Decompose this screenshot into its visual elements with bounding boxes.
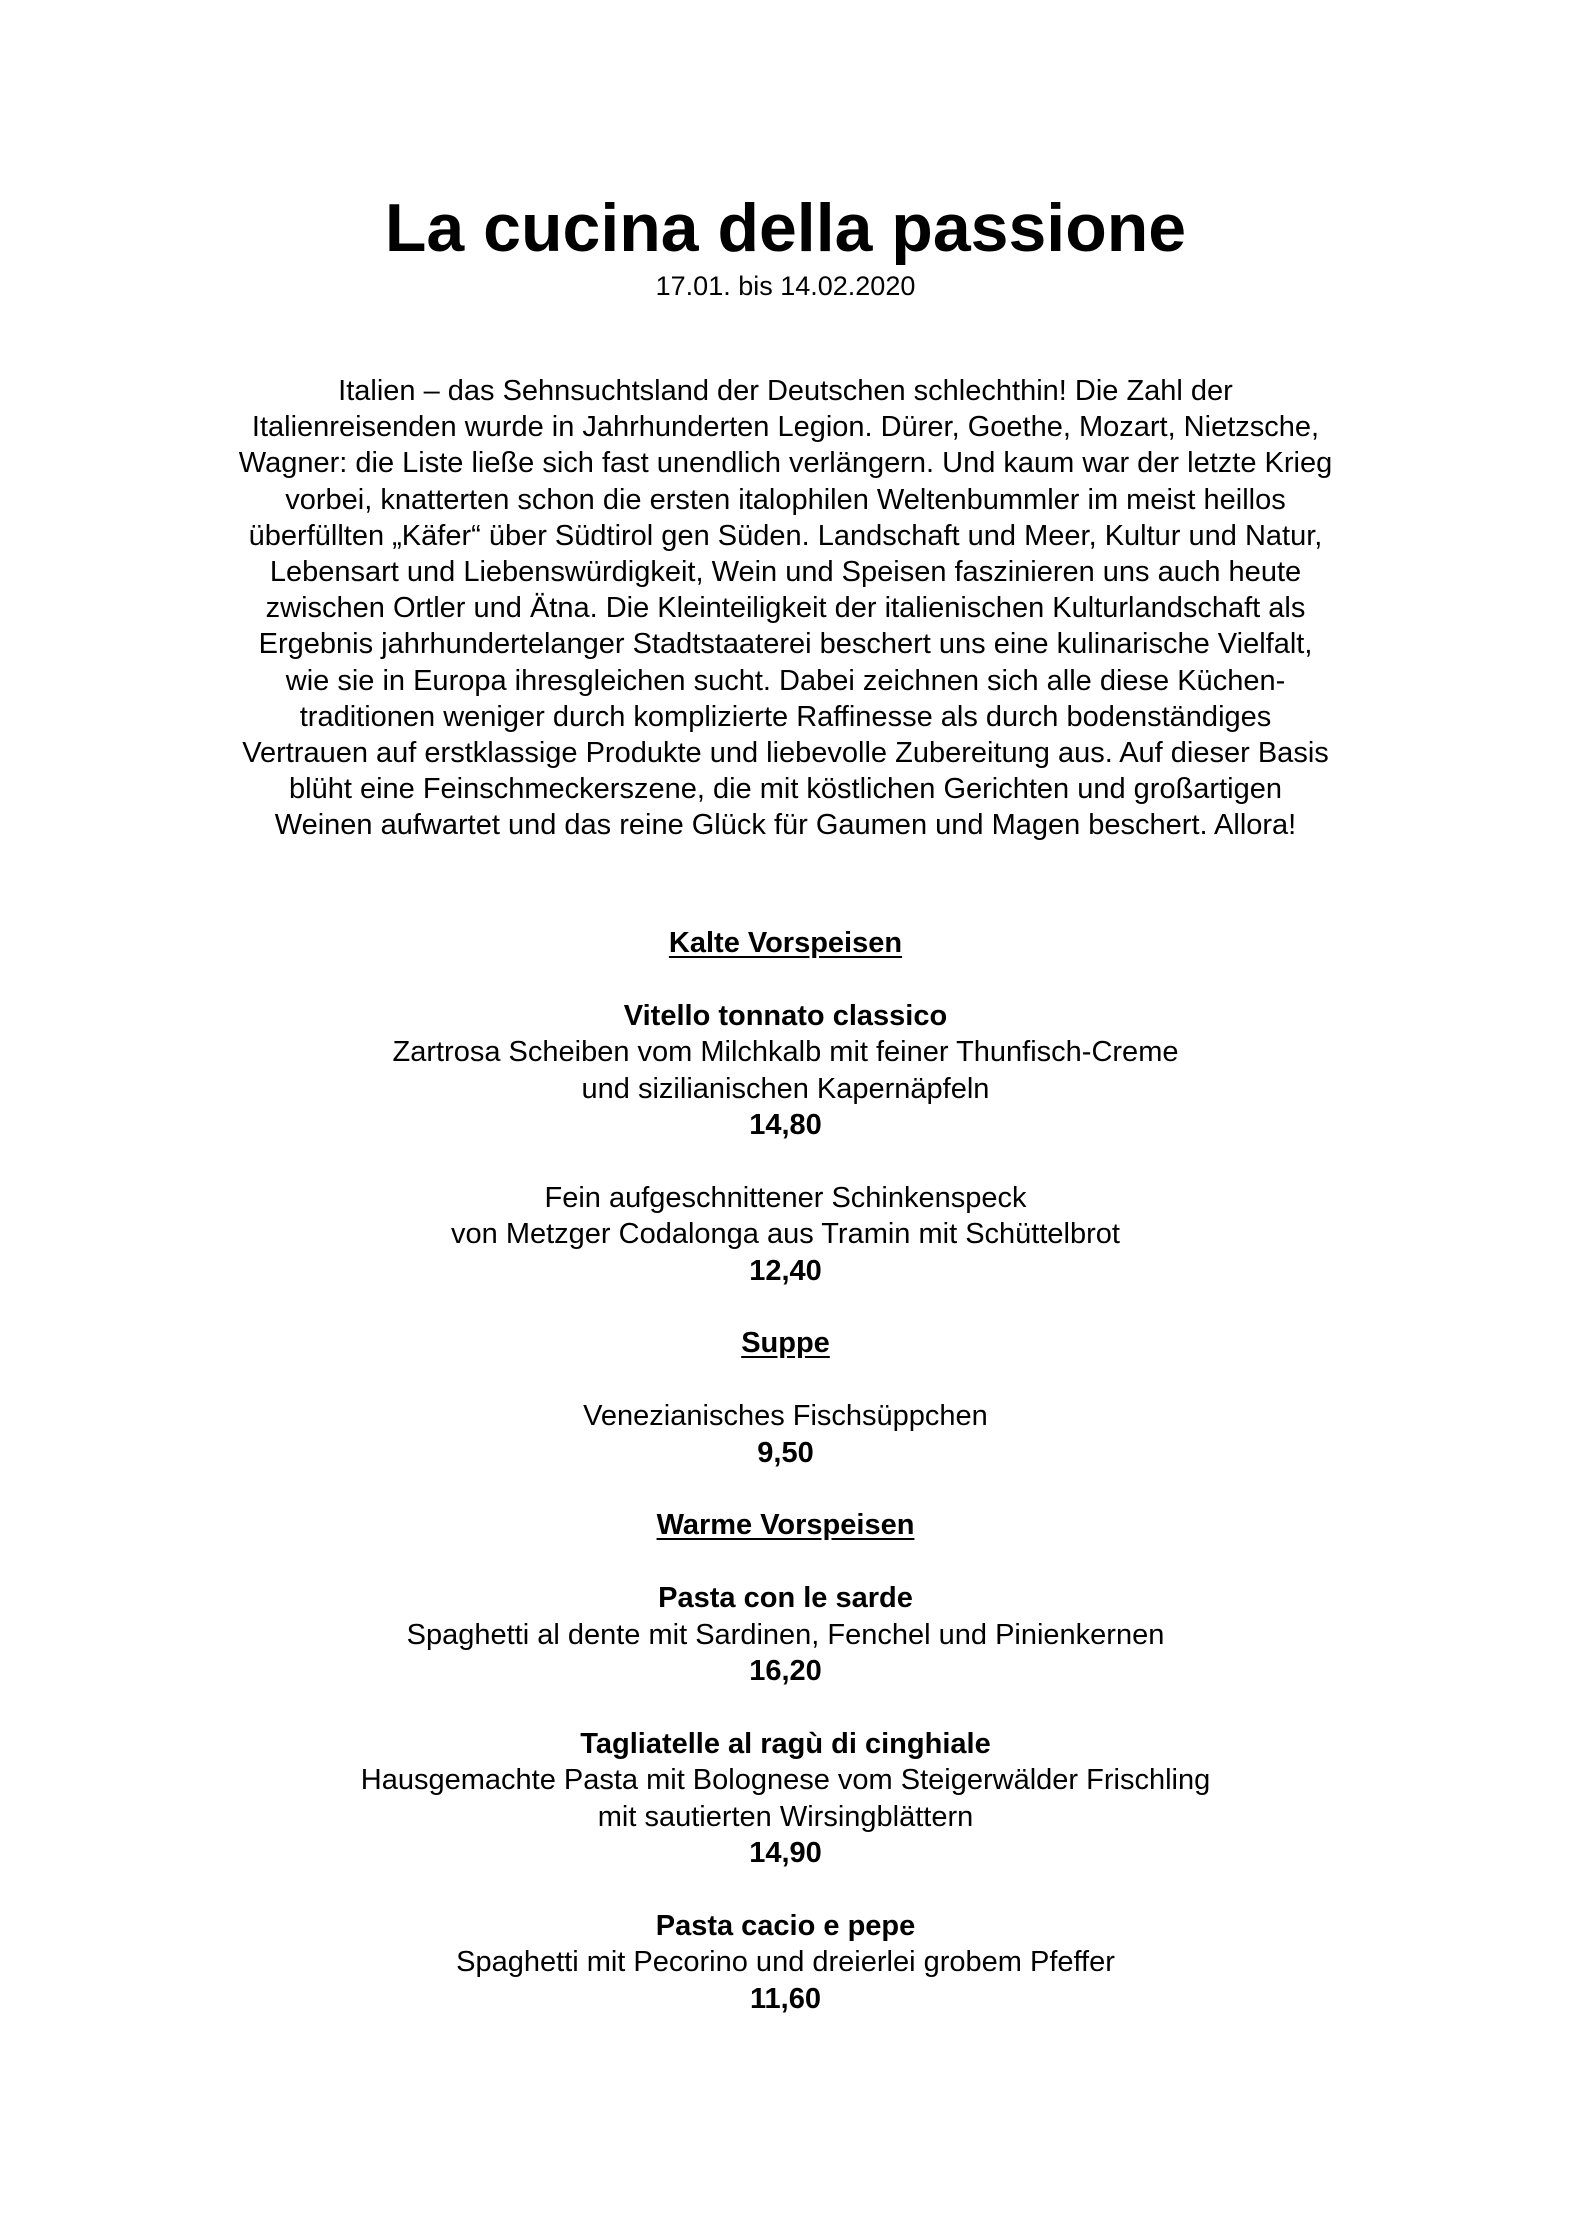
intro-line: zwischen Ortler und Ätna. Die Kleinteiligkeit der italienischen Kulturlandschaft als	[265, 592, 1306, 625]
dish-price: 9,50	[757, 1436, 814, 1469]
intro-line: vorbei, knatterten schon die ersten italophilen Weltenbummler im meist heillos	[285, 483, 1286, 516]
page-title: La cucina della passione	[384, 190, 1187, 266]
dish-price: 11,60	[750, 1982, 821, 2015]
dish-description: Venezianisches Fischsüppchen	[583, 1400, 988, 1433]
dish-name: Pasta cacio e pepe	[655, 1909, 916, 1942]
dish-description: Spaghetti mit Pecorino und dreierlei grobem Pfeffer	[456, 1946, 1115, 1979]
dish-fischsueppchen	[0, 1398, 1571, 1471]
dish-schinkenspeck	[0, 1180, 1571, 1289]
dish-description: Zartrosa Scheiben vom Milchkalb mit feiner Thunfisch-Creme	[392, 1036, 1179, 1069]
intro-line: Italienreisenden wurde in Jahrhunderten Legion. Dürer, Goethe, Mozart, Nietzsche,	[251, 411, 1320, 444]
dish-description: mit sautierten Wirsingblättern	[597, 1800, 974, 1833]
dish-price: 16,20	[749, 1655, 822, 1688]
intro-line: Lebensart und Liebenswürdigkeit, Wein und Speisen faszinieren uns auch heute	[269, 556, 1302, 589]
dish-price: 14,90	[749, 1837, 822, 1870]
intro-line: Vertrauen auf erstklassige Produkte und liebevolle Zubereitung aus. Auf dieser Basis	[242, 737, 1329, 770]
dish-tagliatelle	[0, 1726, 1571, 1872]
dish-name: Pasta con le sarde	[658, 1582, 913, 1615]
dish-name: Vitello tonnato classico	[623, 999, 948, 1032]
intro-line: überfüllten „Käfer“ über Südtirol gen Süden. Landschaft und Meer, Kultur und Natur,	[248, 519, 1323, 552]
dish-name: Tagliatelle al ragù di cinghiale	[580, 1727, 991, 1760]
dish-description: Hausgemachte Pasta mit Bolognese vom Steigerwälder Frischling	[360, 1764, 1211, 1797]
section-heading: Suppe	[741, 1327, 830, 1360]
dish-description: Fein aufgeschnittener Schinkenspeck	[544, 1181, 1027, 1214]
menu-section-suppe	[0, 1325, 1571, 1471]
intro-paragraph	[150, 373, 1421, 844]
intro-line: Wagner: die Liste ließe sich fast unendlich verlängern. Und kaum war der letzte Krieg	[238, 447, 1333, 480]
date-range: 17.01. bis 14.02.2020	[655, 271, 916, 301]
intro-line: Italien – das Sehnsuchtsland der Deutschen schlechthin! Die Zahl der	[338, 375, 1233, 407]
menu-list	[0, 925, 1571, 2017]
dish-price: 14,80	[749, 1109, 822, 1142]
dish-pasta-cacio-e-pepe	[0, 1908, 1571, 2017]
dish-pasta-con-le-sarde	[0, 1580, 1571, 1689]
section-heading: Kalte Vorspeisen	[668, 927, 903, 959]
menu-section-warme-vorspeisen	[0, 1507, 1571, 2017]
intro-line: blüht eine Feinschmeckerszene, die mit köstlichen Gerichten und großartigen	[289, 773, 1282, 806]
section-heading: Warme Vorspeisen	[656, 1509, 915, 1542]
intro-line: Ergebnis jahrhundertelanger Stadtstaaterei beschert uns eine kulinarische Vielfalt,	[258, 628, 1313, 661]
intro-line: Weinen aufwartet und das reine Glück für Gaumen und Magen beschert. Allora!	[274, 809, 1297, 842]
dish-description: und sizilianischen Kapernäpfeln	[581, 1072, 990, 1105]
dish-vitello-tonnato	[0, 998, 1571, 1144]
dish-price: 12,40	[749, 1254, 822, 1287]
intro-line: wie sie in Europa ihresgleichen sucht. Dabei zeichnen sich alle diese Küchen-	[285, 664, 1286, 697]
dish-description: Spaghetti al dente mit Sardinen, Fenchel und Pinienkernen	[406, 1618, 1165, 1651]
intro-line: traditionen weniger durch komplizierte Raffinesse als durch bodenständiges	[299, 700, 1272, 733]
menu-section-kalte-vorspeisen	[0, 925, 1571, 1289]
dish-description: von Metzger Codalonga aus Tramin mit Schüttelbrot	[451, 1218, 1120, 1251]
